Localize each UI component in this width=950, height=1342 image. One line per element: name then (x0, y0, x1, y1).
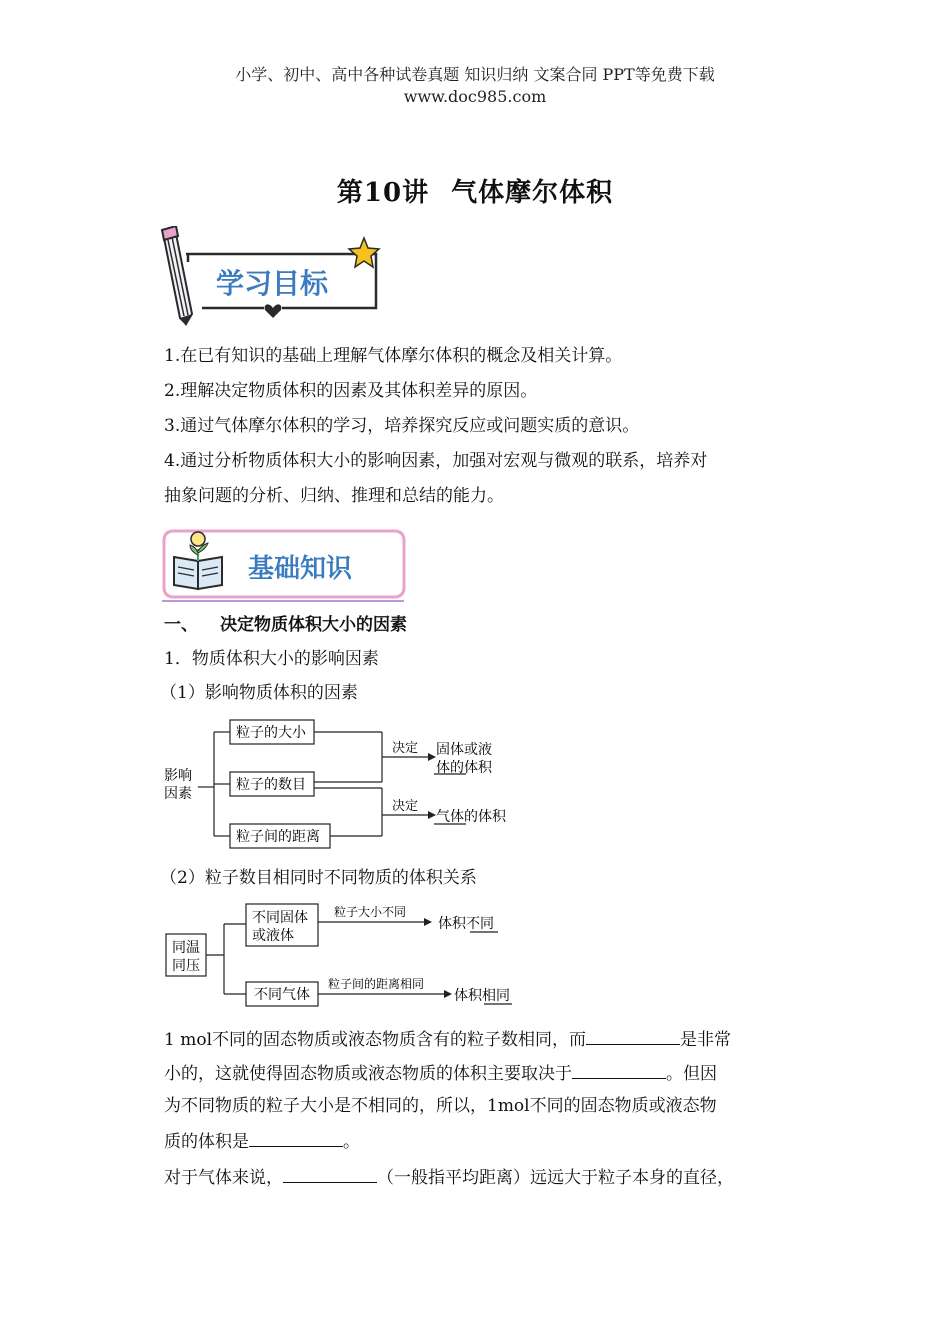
objective-1: 1.在已有知识的基础上理解气体摩尔体积的概念及相关计算。 (164, 346, 623, 366)
section-heading (164, 613, 407, 637)
basics-banner (160, 525, 410, 605)
condition-label-1: 同温 (172, 940, 200, 956)
objectives-banner (158, 226, 388, 326)
fill-blank-3[interactable] (249, 1128, 343, 1147)
result-solid-liquid-1: 固体或液 (436, 742, 492, 758)
star-icon (349, 238, 379, 267)
factor-particle-count: 粒子的数目 (236, 777, 306, 793)
page-title (0, 172, 950, 209)
lecture-topic: 气体摩尔体积 (451, 178, 614, 208)
result-volume-same: 体积相同 (454, 988, 510, 1004)
gas-box: 不同气体 (254, 987, 310, 1003)
result-gas: 气体的体积 (436, 809, 506, 825)
condition-label-2: 同压 (172, 958, 200, 974)
heart-icon (265, 304, 282, 318)
objective-4a: 4.通过分析物质体积大小的影响因素，加强对宏观与微观的联系，培养对 (164, 451, 708, 471)
site-header (0, 64, 950, 108)
root-label-1: 影响 (164, 768, 192, 784)
result-volume-different: 体积不同 (438, 916, 494, 932)
subsection-1a: （1）影响物质体积的因素 (160, 683, 358, 703)
fill-blank-4[interactable] (283, 1164, 377, 1183)
lecture-number: 第10讲 (336, 178, 430, 208)
pencil-icon (162, 226, 192, 326)
solid-liquid-box-1: 不同固体 (252, 910, 308, 926)
header-url: www.doc985.com (403, 87, 547, 106)
result-solid-liquid-2: 体的体积 (436, 760, 492, 776)
arrow-label-distance-same: 粒子间的距离相同 (328, 977, 425, 991)
objective-2: 2.理解决定物质体积的因素及其体积差异的原因。 (164, 381, 538, 401)
paragraph-line-5: 对于气体来说， （一般指平均距离）远远大于粒子本身的直径， (164, 1164, 734, 1190)
factor-particle-size: 粒子的大小 (236, 725, 306, 741)
header-line-1: 小学、初中、高中各种试卷真题 知识归纳 文案合同 PPT等免费下载 (235, 65, 715, 84)
objectives-banner-label: 学习目标 (216, 267, 329, 300)
paragraph-line-2: 小的，这就使得固态物质或液态物质的体积主要取决于 。但因 (164, 1060, 717, 1086)
fill-blank-1[interactable] (586, 1026, 680, 1045)
arrow-label-size-differs: 粒子大小不同 (334, 905, 407, 919)
subsection-1: 1．物质体积大小的影响因素 (164, 649, 379, 669)
basics-banner-label: 基础知识 (248, 554, 353, 584)
decide-label-2: 决定 (392, 799, 419, 814)
section-number: 一、 (164, 615, 198, 635)
paragraph-line-1: 1 mol不同的固态物质或液态物质含有的粒子数相同，而 是非常 (164, 1026, 731, 1052)
fill-blank-2[interactable] (572, 1060, 666, 1079)
volume-relation-diagram (160, 896, 530, 1010)
objective-3: 3.通过气体摩尔体积的学习，培养探究反应或问题实质的意识。 (164, 416, 640, 436)
factors-diagram (160, 712, 530, 852)
solid-liquid-box-2: 或液体 (252, 928, 294, 944)
subsection-1b: （2）粒子数目相同时不同物质的体积关系 (160, 868, 477, 888)
root-label-2: 因素 (164, 786, 192, 802)
decide-label-1: 决定 (392, 741, 419, 756)
factor-particle-distance: 粒子间的距离 (236, 829, 320, 845)
section-title: 决定物质体积大小的因素 (220, 615, 407, 635)
paragraph-line-4: 质的体积是 。 (164, 1128, 360, 1154)
objective-4b: 抽象问题的分析、归纳、推理和总结的能力。 (164, 486, 504, 506)
paragraph-line-3: 为不同物质的粒子大小是不相同的，所以，1mol不同的固态物质或液态物 (164, 1096, 717, 1116)
book-lightbulb-icon (174, 532, 222, 589)
